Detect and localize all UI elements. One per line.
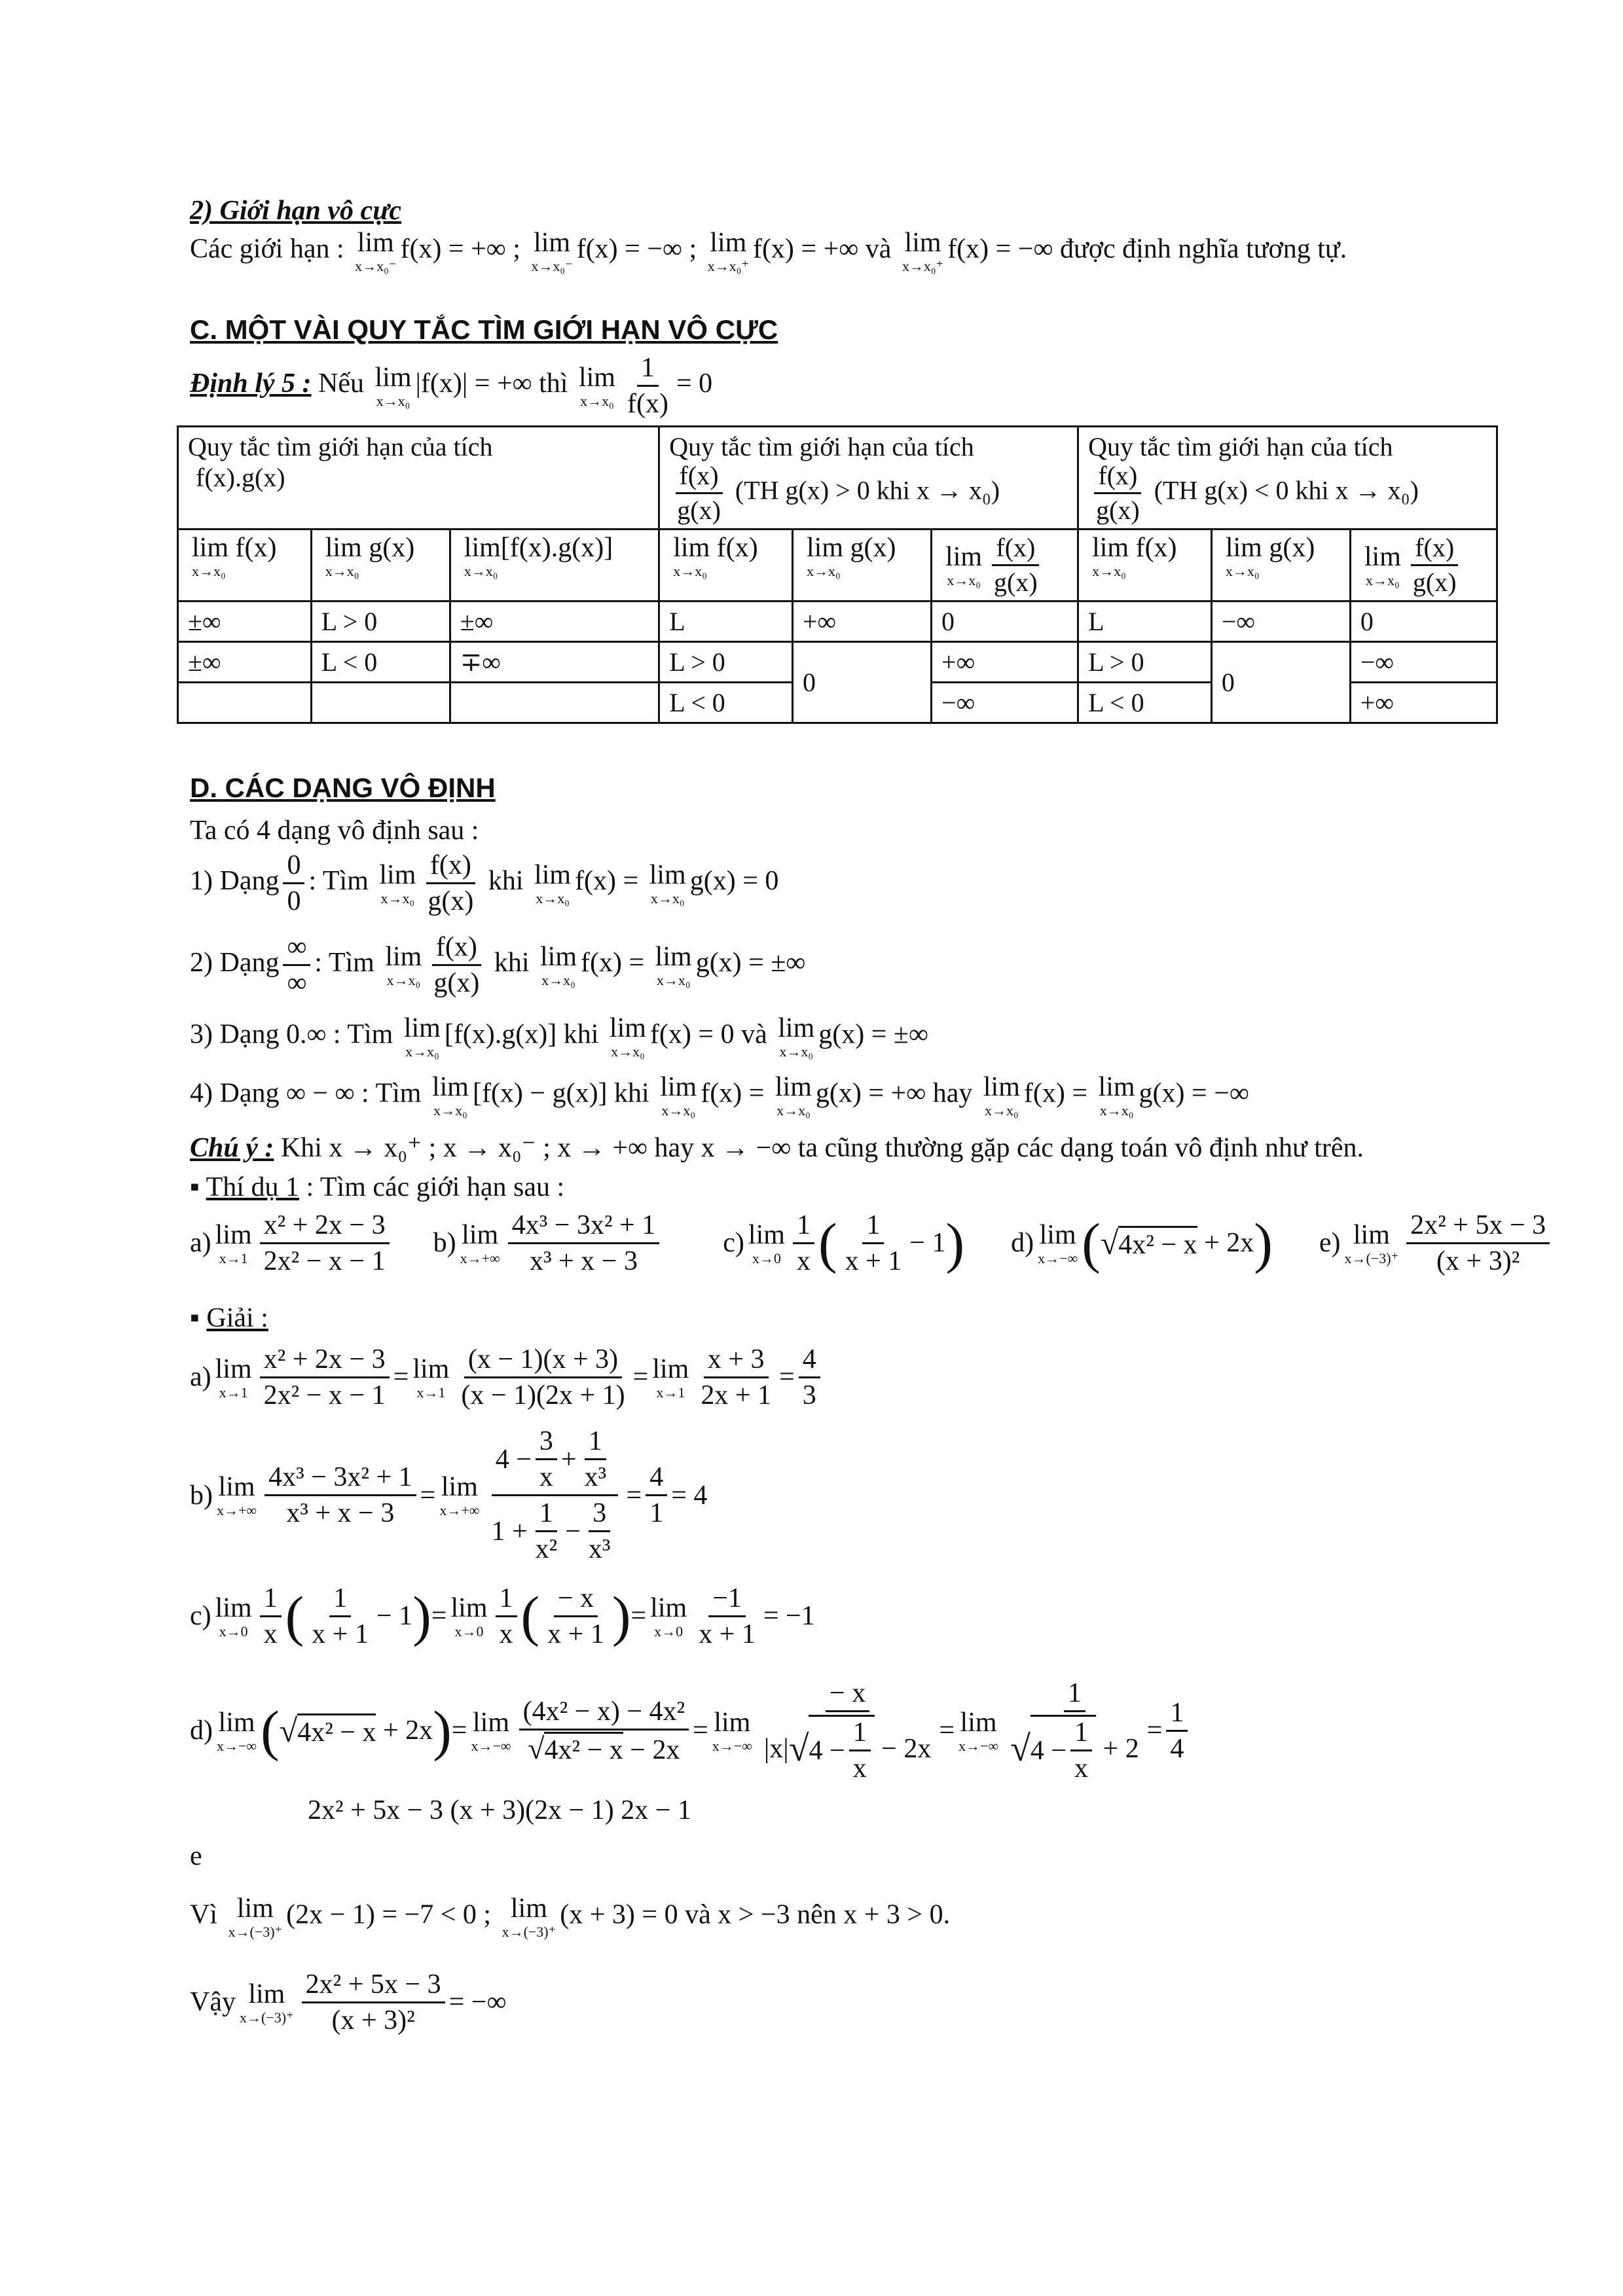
note-label: Chú ý : — [190, 1133, 274, 1163]
problem-b: b) lim x→+∞ $\frac{\text{4x³ − 3x² + 1}}{\text{x³ + x − 3}}$ — [433, 1211, 664, 1276]
form-inf-minus-inf: 4) Dạng ∞ − ∞ : Tìm lim x→x₀ [f(x) − g(x)] khi lim x→x₀ f(x) = lim x→x₀ g(x) = +∞ hay lim x→x₀ f(x) = lim x→x₀ g(x) = −∞ — [190, 1072, 1249, 1119]
indeterminate-intro: Ta có 4 dạng vô định sau : — [190, 816, 479, 846]
solution-title: ▪ Giải : — [190, 1303, 268, 1333]
solution-d: d) lim x→−∞ ( √ 4x² − x + 2x ) = lim x→−∞ $\frac{\text{(4x² − x) − 4x²}}{\text{√4x² − x − 2x}}$ = lim x→−∞ − x |x| √ 4 − $\frac{1}{x}$ − 2x = lim x→−∞ 1 √ 4 − $\frac{1}{x}$ + 2 = $\frac{1}{4}$ — [190, 1679, 1192, 1783]
solution-a: a) lim x→1 $\frac{\text{x² + 2x − 3}}{\text{2x² − x − 1}}$ = lim x→1 $\frac{(x - 1)(x + 3)}{(x - 1)(2x + 1)}$ = lim x→1 $\frac{x + 3}{2x + 1}$ = $\frac{4}{3}$ — [190, 1345, 824, 1410]
solution-b: b) lim x→+∞ $\frac{\text{4x³ − 3x² + 1}}{\text{x³ + x − 3}}$ = lim x→+∞ 4 − $\frac{3}{x}$ + $\frac{1}{\text{x³}}$ 1 + $\frac{1}{\text{x²}}$ − $\frac{3}{\text{x³}}$ = $\frac{4}{1}$ = 4 — [190, 1426, 708, 1565]
note: Chú ý : Khi x → x₀⁺ ; x → x₀⁻ ; x → +∞ hay x → −∞ ta cũng thường gặp các dạng toán vô định như trên. — [190, 1133, 1364, 1163]
clipped-solution-e: 2x² + 5x − 3 (x + 3)(2x − 1) 2x − 1 — [308, 1795, 691, 1825]
solution-e-label: e — [190, 1841, 202, 1871]
problem-e: e) lim x→(−3)⁺ $\frac{\text{2x² + 5x − 3}}{\text{(x + 3)²}}$ — [1319, 1211, 1554, 1276]
form-0-over-0: 1) Dạng $\frac{0}{0}$ : Tìm lim x→x₀ $\frac{f(x)}{g(x)}$ khi lim x→x₀ f(x) = lim x→x₀ g(x) = 0 — [190, 850, 779, 917]
problem-a: a) lim x→1 $\frac{\text{x² + 2x − 3}}{\text{2x² − x − 1}}$ — [190, 1211, 393, 1276]
theorem-label: Định lý 5 : — [190, 368, 312, 399]
solution-e-conclusion: Vậy lim x→(−3)⁺ $\frac{\text{2x² + 5x − 3}}{\text{(x + 3)²}}$ = −∞ — [190, 1969, 507, 2036]
infinite-limits-definition: Các giới hạn : lim x→x₀⁻ f(x) = +∞ ; lim x→x₀⁻ f(x) = −∞ ; lim x→x₀⁺ f(x) = +∞ và lim x→x₀⁺ f(x) = −∞ được định nghĩa tương tự. — [190, 228, 1347, 274]
limit-rules-table — [177, 425, 1498, 724]
form-inf-over-inf: 2) Dạng $\frac{\infty}{\infty}$ : Tìm lim x→x₀ $\frac{f(x)}{g(x)}$ khi lim x→x₀ f(x) = lim x→x₀ g(x) = ±∞ — [190, 932, 806, 999]
example-problems — [190, 1211, 1554, 1276]
form-0-times-inf: 3) Dạng 0.∞ : Tìm lim x→x₀ [f(x).g(x)] khi lim x→x₀ f(x) = 0 và lim x→x₀ g(x) = ±∞ — [190, 1013, 928, 1060]
section-title-rules: C. MỘT VÀI QUY TẮC TÌM GIỚI HẠN VÔ CỰC — [190, 314, 778, 345]
table-row: ±∞ L > 0 ±∞ L +∞ 0 L −∞ 0 — [178, 601, 1497, 642]
section-title-indeterminate: D. CÁC DẠNG VÔ ĐỊNH — [190, 772, 496, 803]
problem-c: c) lim x→0 $\frac{1}{x}$ ( $\frac{1}{x + 1}$ − 1 ) — [723, 1210, 965, 1277]
example-title: ▪ Thí dụ 1 : Tìm các giới hạn sau : — [190, 1172, 565, 1202]
table-subheader-row: lim f(x) x→x₀ lim g(x) x→x₀ lim[f(x).g(x)] x→x₀ lim f(x) x→x₀ lim g(x) x→x₀ lim x→x₀ $\frac{f(x)}{g(x)}$ lim f(x) x→x₀ lim g(x) x→x₀ lim x→x₀ $\frac{f(x)}{g(x)}$ — [178, 529, 1497, 601]
theorem-5: Định lý 5 : Nếu lim x→x₀ |f(x)| = +∞ thì lim x→x₀ $\frac{1}{f(x)}$ = 0 — [190, 353, 713, 420]
header-quotient-neg: Quy tắc tìm giới hạn của tích $\frac{f(x)}{g(x)}$ (TH g(x) < 0 khi x → x₀) — [1078, 427, 1497, 529]
table-header-row — [178, 427, 1497, 529]
problem-d: d) lim x→−∞ ( √ 4x² − x + 2x ) — [1011, 1211, 1273, 1274]
bullet-icon: ▪ — [190, 1303, 200, 1333]
solution-c: c) lim x→0 $\frac{1}{x}$ ( $\frac{1}{x + 1}$ − 1 ) = lim x→0 $\frac{1}{x}$ ( $\frac{- x}{x + 1}$ ) = lim x→0 $\frac{-1}{x + 1}$ = −1 — [190, 1583, 815, 1650]
intro-text: Các giới hạn : — [190, 234, 344, 264]
table-row: ±∞ L < 0 ∓∞ L > 0 0 +∞ L > 0 0 −∞ — [178, 642, 1497, 683]
solution-e-reason: Vì lim x→(−3)⁺ (2x − 1) = −7 < 0 ; lim x→(−3)⁺ (x + 3) = 0 và x > −3 nên x + 3 > 0. — [190, 1893, 951, 1940]
header-quotient-pos: Quy tắc tìm giới hạn của tích $\frac{f(x)}{g(x)}$ (TH g(x) > 0 khi x → x₀) — [659, 427, 1078, 529]
section-title-infinite-limits: 2) Giới hạn vô cực — [190, 196, 401, 226]
bullet-icon: ▪ — [190, 1172, 200, 1202]
header-product: Quy tắc tìm giới hạn của tích f(x).g(x) — [178, 427, 659, 529]
table-row: L < 0 −∞ L < 0 +∞ — [178, 683, 1497, 723]
